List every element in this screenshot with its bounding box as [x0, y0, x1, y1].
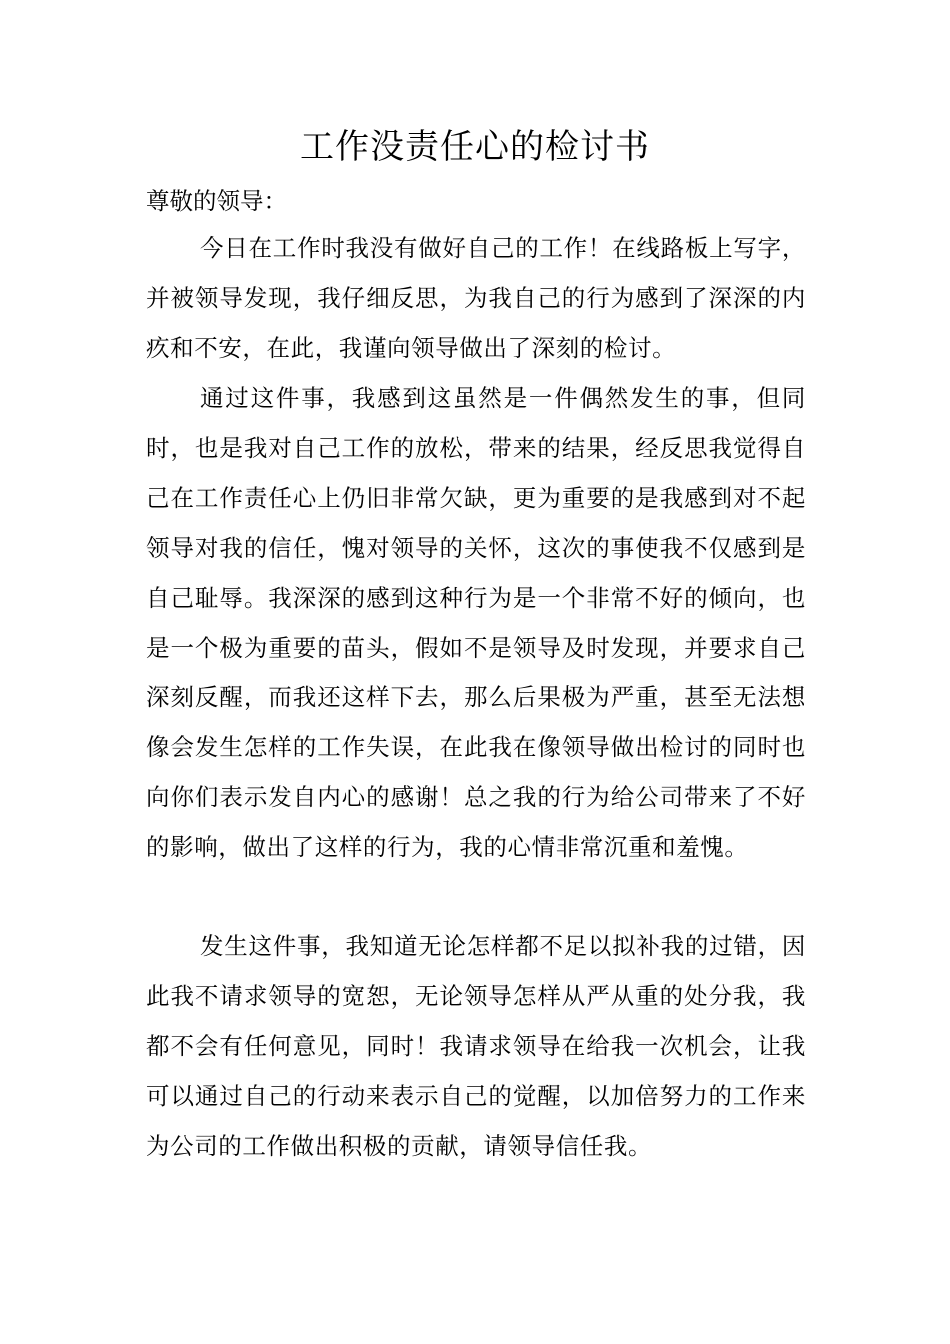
- document-title: 工作没责任心的检讨书: [300, 127, 650, 167]
- paragraph-1: 今日在工作时我没有做好自己的工作！在线路板上写字，并被领导发现，我仔细反思，为我自己的行为感到了深深的内疚和不安，在此，我谨向领导做出了深刻的检讨。: [146, 234, 806, 362]
- paragraph-3: 发生这件事，我知道无论怎样都不足以拟补我的过错，因此我不请求领导的宽恕，无论领导怎样从严从重的处分我，我都不会有任何意见，同时！我请求领导在给我一次机会，让我可以通过自己的行动来表示自己的觉醒，以加倍努力的工作来为公司的工作做出积极的贡献，请领导信任我。: [146, 932, 806, 1160]
- paragraph-2: 通过这件事，我感到这虽然是一件偶然发生的事，但同时，也是我对自己工作的放松，带来的结果，经反思我觉得自己在工作责任心上仍旧非常欠缺，更为重要的是我感到对不起领导对我的信任，愧对领导的关怀，这次的事使我不仅感到是自己耻辱。我深深的感到这种行为是一个非常不好的倾向，也是一个极为重要的苗头，假如不是领导及时发现，并要求自己深刻反醒，而我还这样下去，那么后果极为严重，甚至无法想像会发生怎样的工作失误，在此我在像领导做出检讨的同时也向你们表示发自内心的感谢！总之我的行为给公司带来了不好的影响，做出了这样的行为，我的心情非常沉重和羞愧。: [146, 384, 806, 862]
- salutation: 尊敬的领导：: [146, 187, 287, 215]
